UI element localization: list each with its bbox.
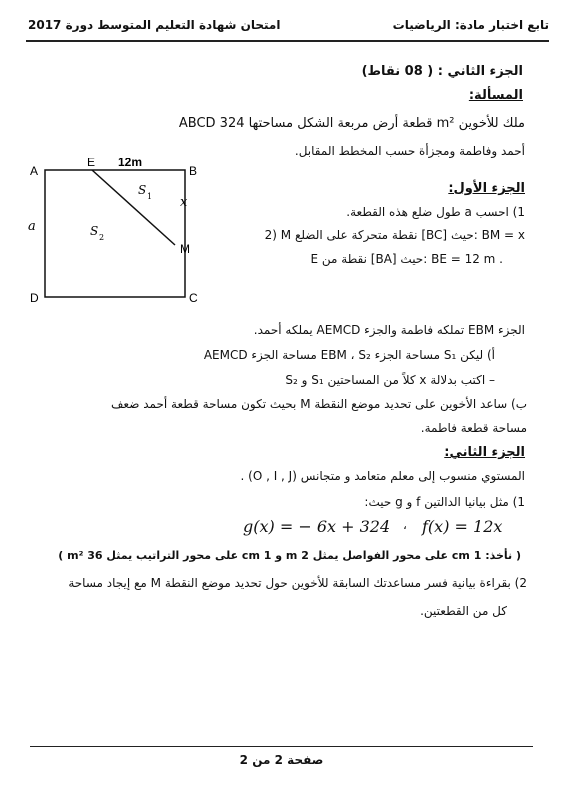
segment-em bbox=[92, 170, 175, 245]
question-2-line-1: 2) بقراءة بيانية فسر مساعدتك السابقة للأخوين حول تحديد موضع النقطة M مع إيجاد مساحة bbox=[68, 576, 527, 590]
label-m-point: M bbox=[180, 242, 190, 256]
label-x: x bbox=[180, 195, 188, 210]
label-d-point: D bbox=[30, 291, 39, 305]
second-part-heading: الجزء الثاني: bbox=[444, 445, 525, 460]
intro-line-2: أحمد وفاطمة ومجزأة حسب المخطط المقابل. bbox=[294, 144, 525, 158]
question-2b: E نقطة من [BA] حيث: BE = 12 m . bbox=[310, 252, 503, 266]
label-c-point: C bbox=[189, 291, 198, 305]
header-subject: تابع اختبار مادة: الرياضيات bbox=[392, 18, 549, 32]
label-b-point: B bbox=[189, 164, 198, 178]
label-s1: S bbox=[138, 183, 147, 197]
header-rule bbox=[26, 40, 549, 42]
part-a-task: – اكتب بدلالة x كلاً من المساحتين S₁ و S₂ bbox=[285, 373, 495, 387]
header-exam: امتحان شهادة التعليم المتوسط دورة 2017 bbox=[28, 18, 281, 32]
intro-line-1: ABCD قطعة أرض مربعة الشكل مساحتها 324 m² ملك للأخوين bbox=[178, 116, 525, 131]
function-g: g(x) = − 6x + 324 bbox=[243, 517, 391, 536]
label-e-point: E bbox=[87, 158, 96, 169]
scale-note: ( نأخذ: 1 cm على محور الفواصل يمثل 2 m و 1 cm على محور التراتيب يمثل 36 m² ) bbox=[58, 549, 521, 562]
label-length-be: 12m bbox=[118, 158, 143, 169]
functions-question: 1) مثل بيانيا الدالتين f و g حيث: bbox=[364, 495, 525, 509]
label-a-point: A bbox=[30, 164, 39, 178]
question-2a: 2) M نقطة متحركة على الضلع [BC] حيث: BM = x bbox=[264, 228, 525, 242]
first-part-heading: الجزء الأول: bbox=[448, 181, 525, 196]
separator-comma: ، bbox=[403, 518, 407, 532]
plane-line: المستوي منسوب إلى معلم متعامد و متجانس (O , I , J) . bbox=[240, 469, 525, 483]
land-diagram bbox=[20, 158, 210, 308]
part-a-line: أ) ليكن S₁ مساحة الجزء EBM ، S₂ مساحة الجزء AEMCD bbox=[203, 348, 495, 362]
part-b-line-2: مساحة قطعة فاطمة. bbox=[420, 421, 527, 435]
footer-rule bbox=[30, 746, 533, 747]
problem-heading: المسألة: bbox=[468, 88, 523, 103]
question-2-line-2: كل من القطعتين. bbox=[420, 604, 507, 618]
square-abcd bbox=[45, 170, 185, 297]
question-1: 1) احسب a طول ضلع هذه القطعة. bbox=[346, 205, 525, 219]
page-number: صفحة 2 من 2 bbox=[239, 753, 324, 767]
part-title: الجزء الثاني : ( 08 نقاط) bbox=[361, 64, 523, 79]
part-b-line-1: ب) ساعد الأخوين على تحديد موضع النقطة M بحيث تكون مساحة قطعة أحمد ضعف bbox=[111, 397, 527, 411]
label-s1-sub: 1 bbox=[147, 192, 153, 201]
label-s2-sub: 2 bbox=[99, 233, 105, 242]
function-f: f(x) = 12x bbox=[422, 517, 503, 536]
label-side-a: a bbox=[28, 219, 36, 234]
ownership-line: الجزء EBM تملكه فاطمة والجزء AEMCD يملكه أحمد. bbox=[253, 323, 525, 337]
label-s2: S bbox=[90, 224, 99, 238]
